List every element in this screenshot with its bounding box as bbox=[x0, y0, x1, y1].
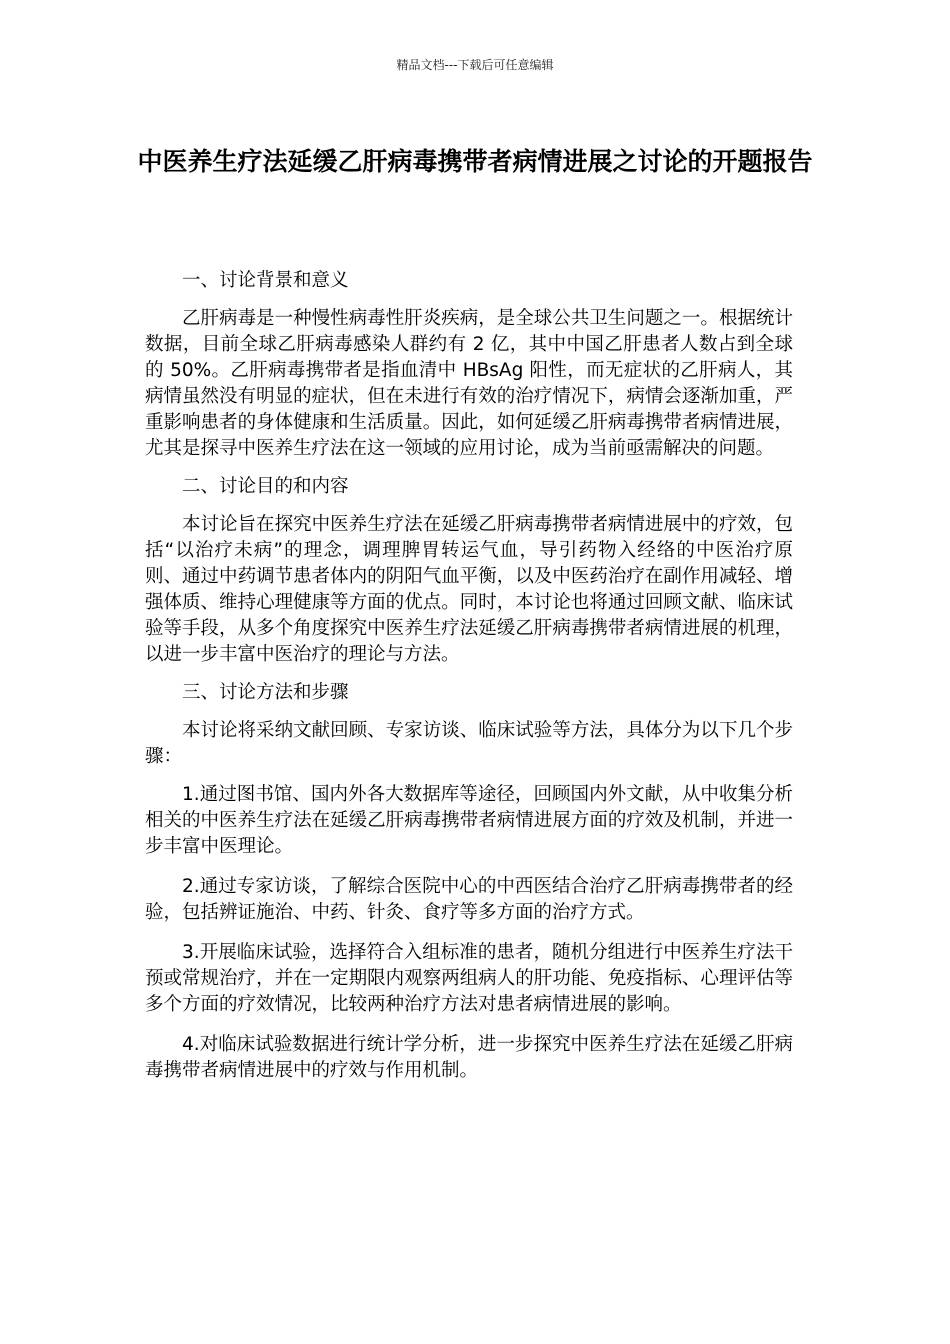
section-heading-methods: 三、讨论方法和步骤 bbox=[182, 682, 349, 703]
document-body bbox=[145, 268, 793, 1098]
section-heading-background: 一、讨论背景和意义 bbox=[182, 270, 349, 291]
header-note: 精品文档---下载后可任意编辑 bbox=[396, 58, 554, 72]
document-title: 中医养生疗法延缓乙肝病毒携带者病情进展之讨论的开题报告 bbox=[137, 147, 813, 176]
step-item-3: 3.开展临床试验，选择符合入组标准的患者，随机分组进行中医养生疗法干预或常规治疗，并在一定期限内观察两组病人的肝功能、免疫指标、心理评估等多个方面的疗效情况，比较两种治疗方法对患者病情进展的影响。 bbox=[145, 942, 793, 1015]
step-item-1: 1.通过图书馆、国内外各大数据库等途径，回顾国内外文献，从中收集分析相关的中医养生疗法在延缓乙肝病毒携带者病情进展方面的疗效及机制，并进一步丰富中医理论。 bbox=[145, 784, 793, 857]
section-heading-purpose: 二、讨论目的和内容 bbox=[182, 476, 349, 497]
paragraph-background: 乙肝病毒是一种慢性病毒性肝炎疾病，是全球公共卫生问题之一。根据统计数据，目前全球乙肝病毒感染人群约有 2 亿，其中中国乙肝患者人数占到全球的 50%。乙肝病毒携带者是指血清中 HBsAg 阳性，而无症状的乙肝病人，其病情虽然没有明显的症状，但在未进行有效的治疗情况下，病情会逐渐加重，严重影响患者的身体健康和生活质量。因此，如何延缓乙肝病毒携带者病情进展，尤其是探寻中医养生疗法在这一领域的应用讨论，成为当前亟需解决的问题。 bbox=[145, 308, 793, 459]
step-item-2: 2.通过专家访谈，了解综合医院中心的中西医结合治疗乙肝病毒携带者的经验，包括辨证施治、中药、针灸、食疗等多方面的治疗方式。 bbox=[145, 876, 793, 923]
paragraph-purpose: 本讨论旨在探究中医养生疗法在延缓乙肝病毒携带者病情进展中的疗效，包括“以治疗未病”的理念，调理脾胃转运气血，导引药物入经络的中医治疗原则、通过中药调节患者体内的阴阳气血平衡，以及中医药治疗在副作用减轻、增强体质、维持心理健康等方面的优点。同时，本讨论也将通过回顾文献、临床试验等手段，从多个角度探究中医养生疗法延缓乙肝病毒携带者病情进展的机理，以进一步丰富中医治疗的理论与方法。 bbox=[145, 514, 793, 665]
paragraph-methods: 本讨论将采纳文献回顾、专家访谈、临床试验等方法，具体分为以下几个步骤： bbox=[145, 720, 793, 767]
step-item-4: 4.对临床试验数据进行统计学分析，进一步探究中医养生疗法在延缓乙肝病毒携带者病情进展中的疗效与作用机制。 bbox=[145, 1034, 793, 1081]
